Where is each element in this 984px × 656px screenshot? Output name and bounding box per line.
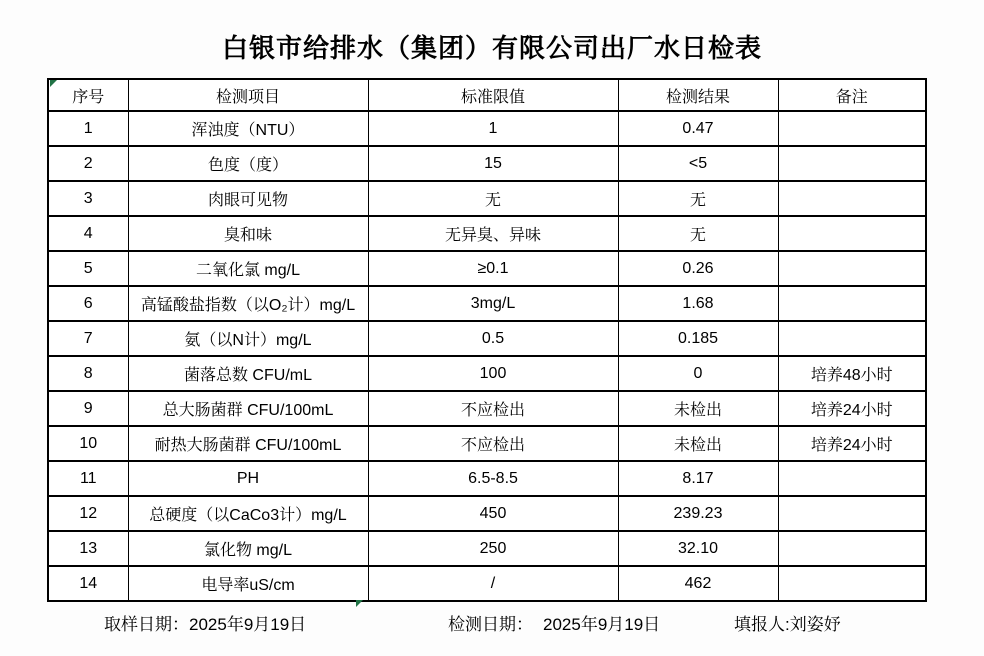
cell-result: 0	[618, 356, 778, 391]
table-row	[48, 321, 926, 356]
cell-item: 色度（度）	[128, 146, 368, 181]
inspection-table	[47, 78, 927, 602]
table-row	[48, 146, 926, 181]
cell-remark: 培养24小时	[778, 426, 926, 461]
cell-no: 11	[48, 461, 128, 496]
cell-remark	[778, 181, 926, 216]
cell-remark	[778, 496, 926, 531]
cell-limit: /	[368, 566, 618, 601]
footer	[0, 610, 984, 634]
cell-no: 7	[48, 321, 128, 356]
table-row	[48, 181, 926, 216]
reporter	[734, 610, 841, 635]
test-date-value: 2025年9月19日	[543, 615, 661, 634]
cell-result: 0.26	[618, 251, 778, 286]
cell-remark	[778, 146, 926, 181]
cell-item: 氨（以N计）mg/L	[128, 321, 368, 356]
table-row	[48, 566, 926, 601]
cell-item: 肉眼可见物	[128, 181, 368, 216]
cell-remark	[778, 286, 926, 321]
cell-limit: 无	[368, 181, 618, 216]
cell-item: 总硬度（以CaCo3计）mg/L	[128, 496, 368, 531]
cell-result: 未检出	[618, 426, 778, 461]
test-date	[448, 610, 660, 635]
cell-item: 电导率uS/cm	[128, 566, 368, 601]
sample-date	[104, 610, 306, 635]
cell-no: 6	[48, 286, 128, 321]
cell-limit: 100	[368, 356, 618, 391]
cell-remark	[778, 461, 926, 496]
cell-limit: 0.5	[368, 321, 618, 356]
cell-item: 总大肠菌群 CFU/100mL	[128, 391, 368, 426]
reporter-label: 填报人:	[734, 615, 790, 634]
table-row	[48, 496, 926, 531]
cell-limit: 无异臭、异味	[368, 216, 618, 251]
column-header: 检测结果	[618, 79, 778, 111]
cell-item: 高锰酸盐指数（以O₂计）mg/L	[128, 286, 368, 321]
cell-no: 9	[48, 391, 128, 426]
cell-result: 0.47	[618, 111, 778, 146]
cell-result: 462	[618, 566, 778, 601]
cell-limit: 不应检出	[368, 426, 618, 461]
header-row	[48, 79, 926, 111]
cell-limit: 3mg/L	[368, 286, 618, 321]
table-row	[48, 531, 926, 566]
cell-no: 10	[48, 426, 128, 461]
cell-no: 8	[48, 356, 128, 391]
cell-result: 无	[618, 181, 778, 216]
cell-result: 32.10	[618, 531, 778, 566]
cell-no: 3	[48, 181, 128, 216]
cell-limit: 15	[368, 146, 618, 181]
cell-remark: 培养48小时	[778, 356, 926, 391]
page-title: 白银市给排水（集团）有限公司出厂水日检表	[221, 33, 762, 63]
cell-remark	[778, 251, 926, 286]
test-date-label: 检测日期：	[448, 615, 533, 634]
cell-no: 1	[48, 111, 128, 146]
cell-no: 12	[48, 496, 128, 531]
cell-result: 1.68	[618, 286, 778, 321]
green-bottom-triangle-icon	[356, 600, 363, 607]
cell-result: <5	[618, 146, 778, 181]
column-header: 标准限值	[368, 79, 618, 111]
table-row	[48, 251, 926, 286]
cell-remark	[778, 566, 926, 601]
cell-limit: 1	[368, 111, 618, 146]
cell-item: PH	[128, 461, 368, 496]
cell-result: 239.23	[618, 496, 778, 531]
cell-limit: 6.5-8.5	[368, 461, 618, 496]
cell-remark	[778, 321, 926, 356]
cell-no: 2	[48, 146, 128, 181]
table-body	[48, 111, 926, 601]
cell-remark	[778, 111, 926, 146]
cell-limit: 250	[368, 531, 618, 566]
table-row	[48, 111, 926, 146]
cell-result: 0.185	[618, 321, 778, 356]
column-header: 序号	[48, 79, 128, 111]
table-row	[48, 286, 926, 321]
column-header: 检测项目	[128, 79, 368, 111]
cell-item: 耐热大肠菌群 CFU/100mL	[128, 426, 368, 461]
cell-limit: 450	[368, 496, 618, 531]
table-row	[48, 216, 926, 251]
reporter-name: 刘姿妤	[789, 615, 841, 634]
sample-date-value: 2025年9月19日	[189, 615, 307, 634]
cell-no: 4	[48, 216, 128, 251]
table-row	[48, 426, 926, 461]
column-header: 备注	[778, 79, 926, 111]
cell-no: 5	[48, 251, 128, 286]
cell-no: 14	[48, 566, 128, 601]
cell-result: 8.17	[618, 461, 778, 496]
table-row	[48, 356, 926, 391]
cell-remark	[778, 216, 926, 251]
cell-limit: 不应检出	[368, 391, 618, 426]
sample-date-label: 取样日期：	[104, 615, 189, 634]
cell-item: 菌落总数 CFU/mL	[128, 356, 368, 391]
table-row	[48, 461, 926, 496]
table-row	[48, 391, 926, 426]
cell-result: 无	[618, 216, 778, 251]
cell-item: 浑浊度（NTU）	[128, 111, 368, 146]
cell-no: 13	[48, 531, 128, 566]
cell-remark: 培养24小时	[778, 391, 926, 426]
cell-item: 臭和味	[128, 216, 368, 251]
cell-remark	[778, 531, 926, 566]
cell-limit: ≥0.1	[368, 251, 618, 286]
cell-item: 二氧化氯 mg/L	[128, 251, 368, 286]
cell-result: 未检出	[618, 391, 778, 426]
cell-item: 氯化物 mg/L	[128, 531, 368, 566]
green-corner-triangle-icon	[50, 80, 57, 87]
